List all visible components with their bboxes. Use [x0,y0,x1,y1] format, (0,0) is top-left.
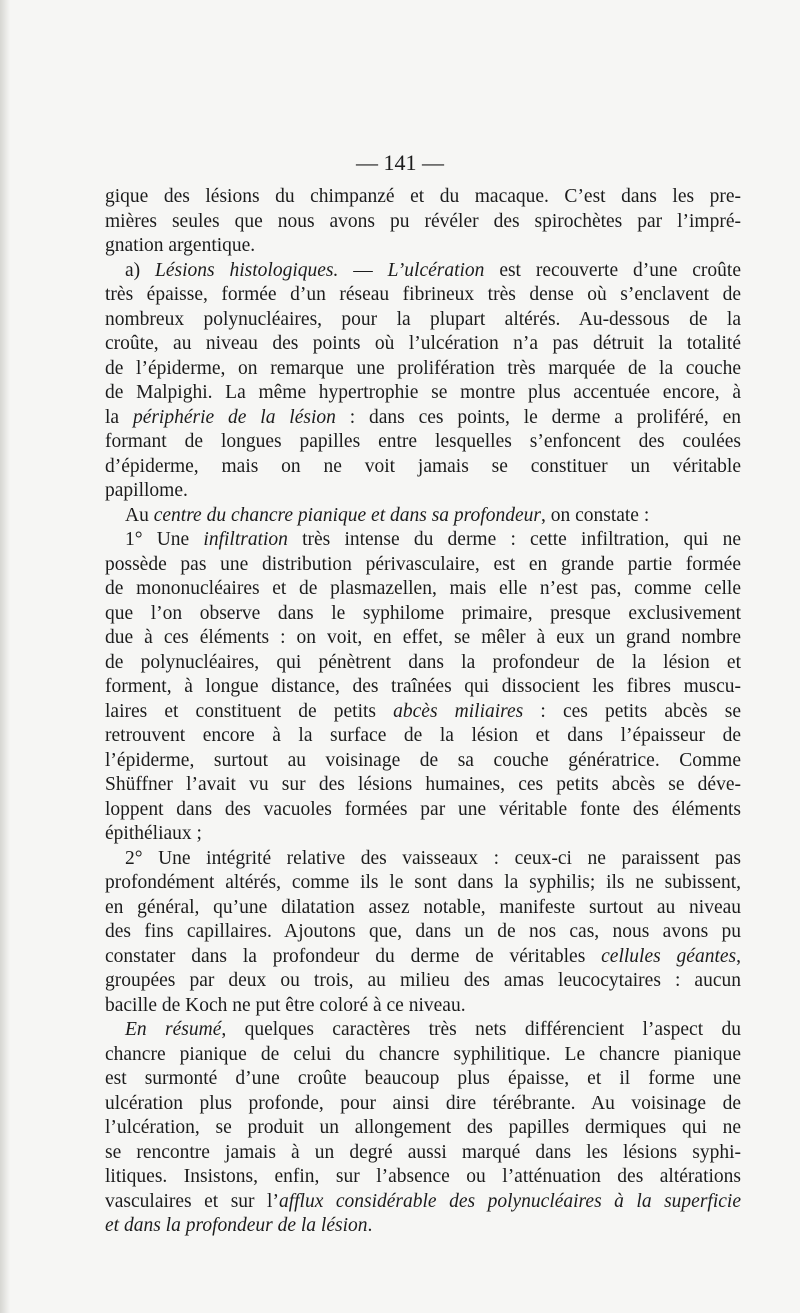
text-line [105,528,741,553]
text-line [105,675,741,700]
text-line [105,773,741,798]
text-line [105,822,741,847]
text-segment: formant de longues papilles entre lesquelles s’enfoncent des coulées [105,431,741,452]
text-line [105,994,741,1019]
text-segment: bacille de Koch ne put être coloré à ce niveau. [105,994,466,1016]
text-line [105,798,741,823]
text-line [105,234,741,259]
text-segment: mières seules que nous avons pu révéler des spirochètes par l’impré- [105,210,741,232]
text-line [105,1018,741,1043]
text-segment: des fins capillaires. Ajoutons que, dans un de nos cas, nous avons pu [105,921,741,942]
text-line [105,969,741,994]
text-segment: la [105,406,133,428]
text-line [105,357,741,382]
text-segment: due à ces éléments : on voit, en effet, se mêler à eux un grand nombre [105,627,741,648]
text-segment: ulcération plus profonde, pour ainsi dire térébrante. Au voisinage de [105,1092,741,1114]
text-line [105,1043,741,1068]
text-segment: loppent dans des vacuoles formées par une véritable fonte des éléments [105,798,741,820]
text-line [105,430,741,455]
text-line [105,896,741,921]
text-line [105,1141,741,1166]
text-line [105,332,741,357]
text-segment: forment, à longue distance, des traînées qui dissocient les fibres muscu- [105,676,741,697]
text-segment: vasculaires et sur l’ [105,1190,279,1212]
text-segment: , quelques caractères très nets différencient l’aspect du [221,1019,741,1040]
text-segment: . [367,1215,373,1236]
text-line [105,381,741,406]
page-edge-shadow [0,0,10,1313]
text-segment: possède pas une distribution périvasculaire, est en grande partie formée [105,553,741,575]
italic-text: abcès miliaires [393,700,524,722]
text-line [105,847,741,872]
text-line [105,945,741,970]
text-segment: se rencontre jamais à un degré aussi marqué dans les lésions syphi- [105,1141,741,1163]
text-segment: papillome. [105,480,188,501]
text-line [105,308,741,333]
text-line [105,455,741,480]
text-line [105,504,741,529]
text-segment: Au [125,504,154,526]
text-line [105,871,741,896]
italic-text: et dans la profondeur de la lésion [105,1215,368,1236]
text-segment: de polynucléaires, qui pénètrent dans la profondeur de la lésion et [105,651,741,673]
body-text [105,185,741,1239]
text-segment: l’ulcération, se produit un allongement des papilles dermiques qui ne [105,1117,741,1138]
text-line [105,920,741,945]
text-segment: en général, qu’une dilatation assez notable, manifeste surtout au niveau [105,896,741,918]
text-line [105,602,741,627]
text-segment: , [736,945,741,967]
text-segment: est surmonté d’une croûte beaucoup plus épaisse, et il forme une [105,1068,741,1089]
text-segment: très intense du derme : cette infiltration, qui ne [287,529,741,550]
italic-text: En résumé [125,1019,222,1040]
text-segment: très épaisse, formée d’un réseau fibrineux très dense où s’enclavent de [105,284,741,305]
text-segment: , on constate : [540,504,650,526]
text-segment: groupées par deux ou trois, au milieu des amas leucocytaires : aucun [105,970,741,991]
text-line [105,626,741,651]
text-segment: de Malpighi. La même hypertrophie se montre plus accentuée encore, à [105,382,741,403]
text-segment: que l’on observe dans le syphilome primaire, presque exclusivement [105,602,741,624]
text-line [105,700,741,725]
text-line [105,1067,741,1092]
text-segment: laires et constituent de petits [105,700,394,722]
text-segment: Shüffner l’avait vu sur des lésions humaines, ces petits abcès se déve- [105,774,741,795]
italic-text: cellules géantes [601,945,737,967]
text-segment: croûte, au niveau des points où l’ulcération n’a pas détruit la totalité [105,333,741,354]
italic-text: Lésions histologiques. [155,259,339,281]
text-segment: : dans ces points, le derme a proliféré, en [335,406,741,428]
text-segment: est recouverte d’une croûte [484,259,741,281]
text-segment: de l’épiderme, on remarque une prolifération très marquée de la couche [105,357,741,379]
text-line [105,553,741,578]
text-segment: : ces petits abcès se [523,700,741,722]
text-segment: d’épiderme, mais on ne voit jamais se constituer un véritable [105,455,741,477]
text-line [105,479,741,504]
text-segment: retrouvent encore à la surface de la lésion et dans l’épaisseur de [105,725,741,746]
text-segment: 2° Une intégrité relative des vaisseaux : ceux-ci ne paraissent pas [125,847,741,869]
text-line [105,1190,741,1215]
text-segment: l’épiderme, surtout au voisinage de sa couche génératrice. Comme [105,749,741,771]
text-segment: a) [125,259,156,281]
text-line [105,1092,741,1117]
page-number: — 141 — [356,150,444,175]
text-line [105,749,741,774]
text-segment: 1° Une [125,529,204,550]
text-line [105,1165,741,1190]
text-segment: chancre pianique de celui du chancre syphilitique. Le chancre pianique [105,1043,741,1065]
text-line [105,210,741,235]
text-segment: litiques. Insistons, enfin, sur l’absence ou l’atténuation des altérations [105,1166,741,1187]
text-line [105,724,741,749]
text-line [105,406,741,431]
text-line [105,1214,741,1239]
text-segment: de mononucléaires et de plasmazellen, mais elle n’est pas, comme celle [105,578,741,599]
text-line [105,185,741,210]
text-line [105,283,741,308]
text-segment: gnation argentique. [105,235,256,256]
text-segment: gique des lésions du chimpanzé et du macaque. C’est dans les pre- [105,186,741,207]
italic-text: infiltration [203,529,288,550]
italic-text: L’ulcération [387,259,485,281]
italic-text: centre du chancre pianique et dans sa profondeur [153,504,541,526]
text-segment: — [338,259,388,281]
text-segment: constater dans la profondeur du derme de véritables [105,945,602,967]
text-segment: nombreux polynucléaires, pour la plupart altérés. Au-dessous de la [105,308,741,330]
text-line [105,577,741,602]
text-line [105,1116,741,1141]
italic-text: périphérie de la lésion [132,406,336,428]
text-line [105,259,741,284]
text-line [105,651,741,676]
text-segment: épithéliaux ; [105,823,202,844]
italic-text: afflux considérable des polynucléaires à la superficie [278,1190,741,1212]
text-segment: profondément altérés, comme ils le sont dans la syphilis; ils ne subissent, [105,872,741,893]
